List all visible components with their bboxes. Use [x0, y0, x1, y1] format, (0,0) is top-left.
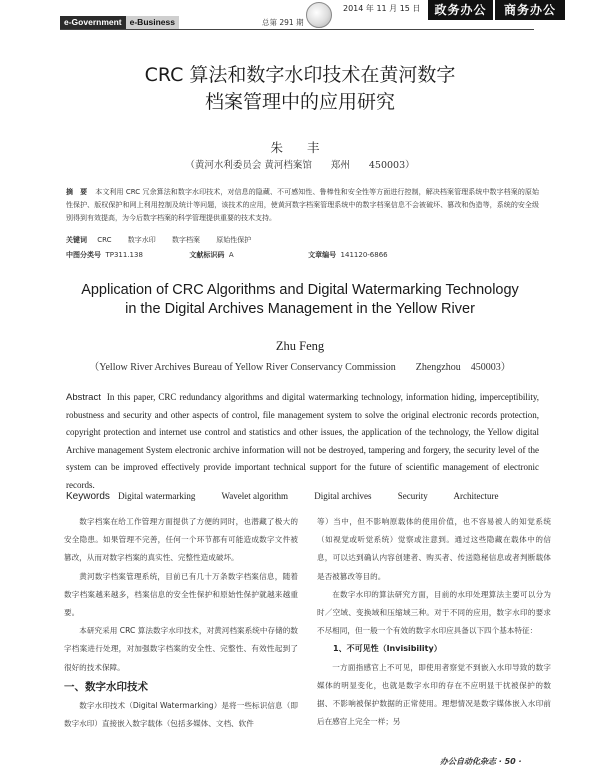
body-paragraph: 等）当中，但不影响原载体的使用价值，也不容易被人的知觉系统（如视觉或听觉系统）觉察或注意到。通过这些隐藏在载体中的信息，可以达到确认内容创建者、购买者、传送隐秘信息或者判断载体是否被篡改等目的。	[317, 517, 551, 581]
header-rule	[60, 29, 534, 30]
english-author: Zhu Feng	[275, 339, 325, 353]
english-keyword: Digital watermarking	[118, 491, 196, 501]
body-right-column	[317, 513, 551, 731]
english-abstract-label: Abstract	[66, 392, 101, 403]
page-footer: 办公自动化杂志 · 50 ·	[440, 757, 522, 766]
page-number: 50	[504, 757, 516, 766]
chinese-keywords	[66, 234, 539, 247]
english-abstract-text: In this paper, CRC redundancy algorithms and digital watermarking technology, information hiding, imperceptibility, robustness and security and other aspects of control, file management system to solve the original electronic records protection, copyright protection and internet use control and statistics and other issues, the application of the technology, the Yellow digital Archive management System electronic archive information will not be destroyed, tampering and forgery, the security level of the system can be improved effectively provide important technical support for the future of scientific management of electronic records.	[66, 392, 539, 490]
section-heading: 一、数字水印技术	[64, 680, 148, 693]
english-keyword: Architecture	[453, 491, 499, 501]
issue-number: 总第 291 期	[262, 18, 304, 27]
chinese-affiliation: （黄河水利委员会 黄河档案馆 郑州 450003）	[185, 160, 415, 171]
section-tag-business: 商务办公	[495, 0, 565, 20]
decorative-circle-icon	[306, 2, 332, 28]
clc-label: 中图分类号	[66, 251, 101, 259]
english-keywords	[66, 491, 546, 502]
body-paragraph: 本研究采用 CRC 算法数字水印技术，对黄河档案系统中存储的数字档案进行处理，对加强数字档案的安全性、完整性、有效性起到了很好的技术保障。	[64, 626, 298, 672]
chinese-keywords-label: 关键词	[66, 236, 87, 244]
english-keywords-label: Keywords	[66, 491, 110, 502]
doc-code-value: A	[228, 251, 234, 259]
chinese-keyword: 数字水印	[127, 236, 156, 244]
ebiz-tag: e-Business	[126, 16, 179, 29]
chinese-keyword: 数字档案	[172, 236, 200, 244]
english-keyword: Digital archives	[314, 491, 372, 501]
body-paragraph: 数字水印技术（Digital Watermarking）是将一些标识信息（即数字水印）直接嵌入数字载体（包括多媒体、文档、软件	[64, 700, 298, 729]
body-left-column	[64, 513, 298, 733]
chinese-author: 朱 丰	[270, 140, 330, 155]
subsection-heading: 1、不可见性（Invisibility）	[333, 644, 442, 654]
body-paragraph: 黄河数字档案管理系统，目前已有几十万条数字档案信息，随着数字档案越来越多，档案信息的安全性保护和原始性保护就越来越重要。	[64, 571, 298, 618]
chinese-title-line-1: CRC 算法和数字水印技术在黄河数字	[144, 64, 456, 86]
clc-value: TP311.138	[105, 251, 143, 259]
egov-tag: e-Government	[60, 16, 126, 29]
article-no-label: 文章编号	[308, 251, 337, 259]
chinese-abstract	[66, 186, 539, 225]
english-abstract	[66, 389, 539, 494]
chinese-keyword: 原始性保护	[216, 236, 252, 244]
body-paragraph: 数字档案在给工作管理方面提供了方便的同时，也潜藏了极大的安全隐患。如果管理不完善，任何一个环节都有可能造成数字文件被篡改，从而对数字档案的真实性、完整性造成破坏。	[64, 517, 298, 563]
english-keyword: Wavelet algorithm	[221, 491, 288, 501]
english-keyword: Security	[397, 491, 428, 501]
publication-date: 2014 年 11 月 15 日	[343, 4, 421, 13]
chinese-abstract-text: 本文利用 CRC 冗余算法和数字水印技术，对信息的隐藏、不可感知性、鲁棒性和安全性等方面进行控制，解决档案管理系统中数字档案的原始性保护、版权保护和网上利用控制及统计等问题，该技术的应用，使黄河数字档案管理系统中的数字档案信息不会被破坏、篡改和伪造等，系统的安全级别得到有效提高，为今后数字档案的科学管理提供重要的技术支持。	[66, 188, 539, 222]
english-title-line-1: Application of CRC Algorithms and Digital Watermarking Technology	[81, 282, 519, 298]
chinese-title-line-2: 档案管理中的应用研究	[204, 91, 395, 113]
article-no-value: 141120-6866	[340, 251, 388, 259]
chinese-keyword: CRC	[97, 236, 112, 244]
body-paragraph: 在数字水印的算法研究方面，目前的水印处理算法主要可以分为时／空域、变换域和压缩域三种。对于不同的应用，数字水印的要求不尽相同，但一般一个有效的数字水印应具备以下四个基本特征：	[317, 589, 551, 636]
chinese-title	[60, 62, 540, 116]
running-header-tags	[60, 16, 179, 29]
section-tag-government: 政务办公	[428, 0, 493, 20]
english-affiliation: （Yellow River Archives Bureau of Yellow River Conservancy Commission Zhengzhou 450003）	[89, 362, 511, 373]
classification-line	[66, 249, 539, 262]
body-paragraph: 一方面指感官上不可见，即使用者察觉不到嵌入水印导致的数字媒体的明显变化，也就是数字水印的存在不应明显干扰被保护的数据、不影响被保护数据的正常使用。理想情况是数字媒体嵌入水印前后在感官上完全一样；另	[317, 662, 551, 727]
journal-name: 办公自动化杂志	[440, 757, 496, 766]
english-title-line-2: in the Digital Archives Management in the Yellow River	[125, 301, 475, 317]
doc-code-label: 文献标识码	[189, 251, 225, 259]
chinese-abstract-label: 摘 要	[66, 188, 88, 196]
english-title	[60, 281, 540, 319]
